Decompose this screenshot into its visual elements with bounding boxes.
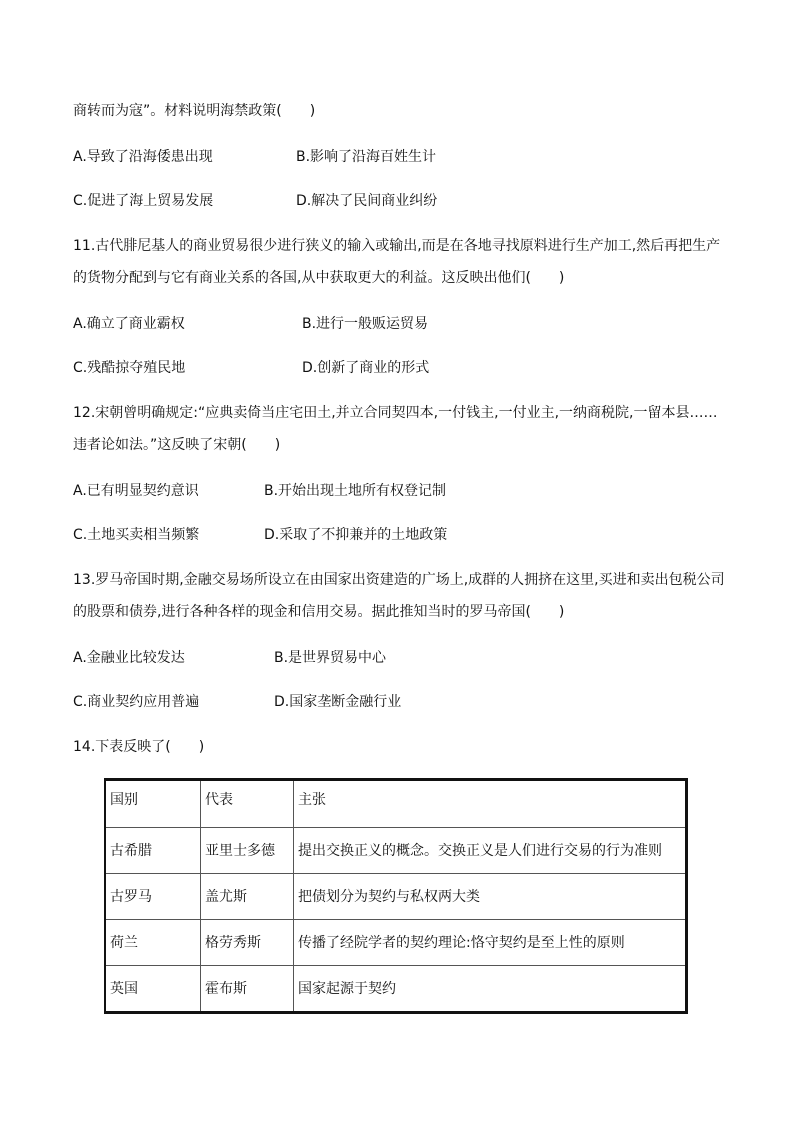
table-row [105,874,687,920]
table-cell-position: 把债划分为契约与私权两大类 [294,874,687,920]
q11-stem-line1: 11.古代腓尼基人的商业贸易很少进行狭义的输入或输出,而是在各地寻找原料进行生产加工,然后再把生产 [73,238,721,254]
q11-stem-line2: 的货物分配到与它有商业关系的各国,从中获取更大的利益。这反映出他们( ) [73,270,565,286]
table-row [105,966,687,1013]
q11-option-d: D.创新了商业的形式 [302,360,430,376]
q11-option-a: A.确立了商业霸权 [73,316,185,332]
table-header-representative: 代表 [201,780,294,828]
table-header-row [105,780,687,828]
q11-option-b: B.进行一般贩运贸易 [302,316,429,332]
q13-stem-line2: 的股票和债券,进行各种各样的现金和信用交易。据此推知当时的罗马帝国( ) [73,604,565,620]
table-cell-position: 国家起源于契约 [294,966,687,1013]
q12-stem-line1: 12.宋朝曾明确规定:“应典卖倚当庄宅田土,并立合同契四本,一付钱主,一付业主,一纳商税院,一留本县…… [73,405,718,421]
q12-stem-line2: 违者论如法。”这反映了宋朝( ) [73,437,281,453]
q10-stem-tail: 商转而为寇”。材料说明海禁政策( ) [73,103,316,119]
q12-option-d: D.采取了不抑兼并的土地政策 [264,527,448,543]
table-cell-representative: 霍布斯 [201,966,294,1013]
contract-theory-table [104,778,688,1014]
table-cell-representative: 格劳秀斯 [201,920,294,966]
table-cell-representative: 盖尤斯 [201,874,294,920]
table-header-position: 主张 [294,780,687,828]
table-cell-country: 英国 [105,966,201,1013]
q10-option-a: A.导致了沿海倭患出现 [73,149,213,165]
table-cell-position: 提出交换正义的概念。交换正义是人们进行交易的行为准则 [294,828,687,874]
table-cell-country: 古罗马 [105,874,201,920]
q14-stem: 14.下表反映了( ) [73,739,205,755]
q12-option-c: C.土地买卖相当频繁 [73,527,200,543]
table-header-country: 国别 [105,780,201,828]
q12-option-a: A.已有明显契约意识 [73,483,199,499]
table-cell-country: 古希腊 [105,828,201,874]
q13-option-d: D.国家垄断金融行业 [274,694,402,710]
table-row [105,828,687,874]
q12-option-b: B.开始出现土地所有权登记制 [264,483,447,499]
q13-option-c: C.商业契约应用普遍 [73,694,200,710]
q13-option-a: A.金融业比较发达 [73,650,185,666]
q10-option-b: B.影响了沿海百姓生计 [296,149,437,165]
q13-option-b: B.是世界贸易中心 [274,650,387,666]
table-cell-position: 传播了经院学者的契约理论:恪守契约是至上性的原则 [294,920,687,966]
q11-option-c: C.残酷掠夺殖民地 [73,360,186,376]
q10-option-d: D.解决了民间商业纠纷 [296,193,438,209]
q10-option-c: C.促进了海上贸易发展 [73,193,214,209]
q13-stem-line1: 13.罗马帝国时期,金融交易场所设立在由国家出资建造的广场上,成群的人拥挤在这里,买进和卖出包税公司 [73,572,725,588]
table-cell-country: 荷兰 [105,920,201,966]
table-cell-representative: 亚里士多德 [201,828,294,874]
table-row [105,920,687,966]
